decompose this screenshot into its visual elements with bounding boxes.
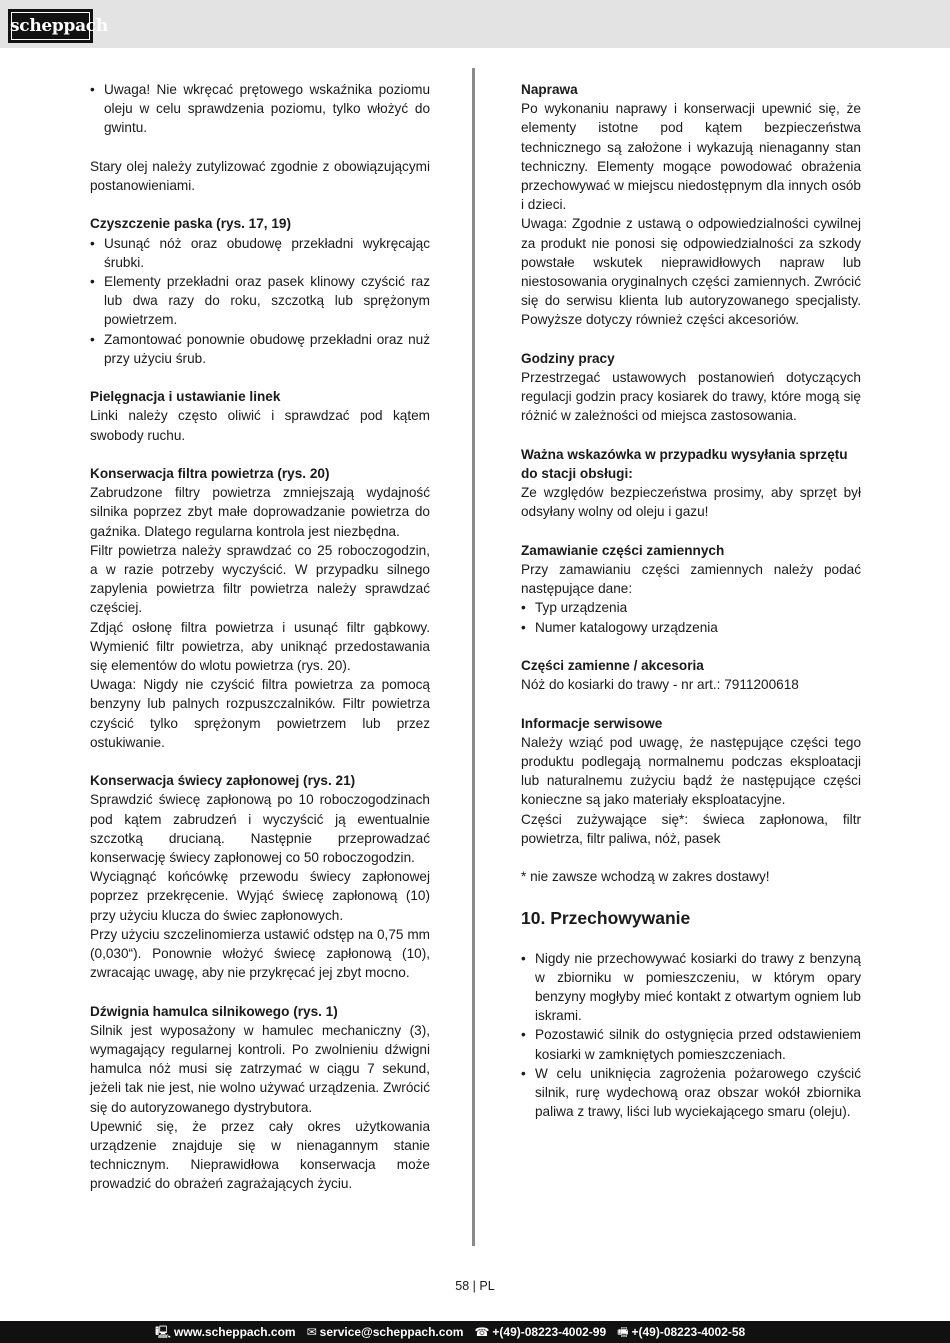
text-block xyxy=(521,445,861,522)
paragraph: Należy wziąć pod uwagę, że następujące części tego produktu podlegają normalnemu podczas eksploatacji lub naturalnemu zużyciu bądź że następujące części konieczne są jako materiały eksploatacyjne. xyxy=(521,734,861,808)
footer-contacts xyxy=(155,1321,756,1343)
right-column xyxy=(521,80,861,1121)
footer-text: +(49)-08223-4002-99 xyxy=(492,1325,607,1339)
paragraph: Wyciągnąć końcówkę przewodu świecy zapłonowej poprzez przekręcenie. Wyjąć świecę zapłonową (10) przy użyciu klucza do świec zapłonowych. xyxy=(90,869,430,923)
paragraph: Przestrzegać ustawowych postanowień dotyczących regulacji godzin pracy kosiarek do trawy, które mogą się różnić w zależności od miejsca zastosowania. xyxy=(521,370,861,424)
paragraph: Nóż do kosiarki do trawy - nr art.: 7911200618 xyxy=(521,677,799,693)
section-heading: Konserwacja filtra powietrza (rys. 20) xyxy=(90,466,330,481)
text-block xyxy=(521,541,861,637)
footer-text: service@scheppach.com xyxy=(319,1325,464,1339)
phone-icon: ☎ xyxy=(474,1325,490,1339)
paragraph: Filtr powietrza należy sprawdzać co 25 roboczogodzin, a w razie potrzeby wyczyścić. W przypadku silnego zapylenia powietrza filtr powietrza należy sprawdzać częściej. xyxy=(90,542,430,616)
bullet-item: • Zamontować ponownie obudowę przekładni oraz nuż przy użyciu śrub. xyxy=(90,330,430,368)
paragraph: Uwaga: Zgodnie z ustawą o odpowiedzialności cywilnej za produkt nie ponosi się odpowiedzialności za szkody powstałe wskutek nieprawidłowych napraw lub niestosowania oryginalnych części zamiennych. Zwrócić się do serwisu klienta lub autoryzowanego specjalisty. Powyższe dotyczy również części akcesoriów. xyxy=(521,216,861,328)
paragraph: Części zużywające się*: świeca zapłonowa, filtr powietrza, filtr paliwa, nóż, pasek xyxy=(521,811,861,846)
page-header xyxy=(0,0,950,48)
text-block xyxy=(90,80,430,138)
paragraph: Zabrudzone filtry powietrza zmniejszają wydajność silnika poprzez zbyt małe doprowadzanie powietrza do gaźnika. Dlatego regularna kontrola jest niezbędna. xyxy=(90,485,430,539)
paragraph: Przy użyciu szczelinomierza ustawić odstęp na 0,75 mm (0,030“). Ponownie włożyć świecę zapłonową (10), zwracając uwagę, aby nie przykręcać jej zbyt mocno. xyxy=(90,926,430,981)
text-block xyxy=(521,80,861,330)
bullet-item: • Usunąć nóż oraz obudowę przekładni wykręcając śrubki. xyxy=(90,234,430,272)
text-block xyxy=(521,714,861,848)
bullet-item: • Typ urządzenia xyxy=(521,598,861,617)
section-heading: Pielęgnacja i ustawianie linek xyxy=(90,389,281,405)
computer-icon: 🖳 xyxy=(155,1325,172,1339)
text-block xyxy=(90,214,430,368)
footer-text: www.scheppach.com xyxy=(174,1325,296,1339)
fax-icon: 🖷 xyxy=(617,1325,629,1339)
text-block xyxy=(521,656,861,694)
section-heading: Godziny pracy xyxy=(521,350,615,366)
section-heading: Części zamienne / akcesoria xyxy=(521,658,704,674)
section-heading: Zamawianie części zamiennych xyxy=(521,542,725,558)
text-block xyxy=(90,157,430,195)
paragraph: Silnik jest wyposażony w hamulec mechaniczny (3), wymagający regularnej kontroli. Po zwolnieniu dźwigni hamulca nóż musi się zatrzymać w ciągu 7 sekund, jeżeli tak nie jest, nie wolno używać urządzenia. Zwrócić się do autoryzowanego dystrybutora. xyxy=(90,1022,430,1115)
bullet-list xyxy=(521,598,861,636)
bullet-list xyxy=(521,949,861,1122)
footer-contact xyxy=(474,1321,606,1343)
bullet-list xyxy=(90,80,430,138)
footer-text: +(49)-08223-4002-58 xyxy=(631,1325,746,1339)
text-block xyxy=(90,771,430,982)
bullet-item: • Nigdy nie przechowywać kosiarki do trawy z benzyną w zbiorniku w pomieszczeniu, w którym opary benzyny mogłyby mieć kontakt z otwartym ogniem lub iskrami. xyxy=(521,949,861,1026)
paragraph: Sprawdzić świecę zapłonową po 10 roboczogodzinach pod kątem zabrudzeń i wyczyścić ją ewentualnie szczotką drucianą. Następnie przeprowadzać konserwację świecy zapłonowej co 50 roboczogodzin. xyxy=(90,792,430,866)
paragraph: Ze względów bezpieczeństwa prosimy, aby sprzęt był odsyłany wolny od oleju i gazu! xyxy=(521,485,861,520)
paragraph: * nie zawsze wchodzą w zakres dostawy! xyxy=(521,869,770,885)
bullet-item: • Elementy przekładni oraz pasek klinowy czyścić raz lub dwa razy do roku, szczotką lub sprężonym powietrzem. xyxy=(90,272,430,330)
footer-contact xyxy=(155,1321,296,1343)
text-block xyxy=(521,867,861,886)
mail-icon: ✉ xyxy=(306,1325,317,1339)
paragraph: Upewnić się, że przez cały okres użytkowania urządzenie znajduje się w nienagannym stanie technicznym. Nieprawidłowa konserwacja może prowadzić do obrażeń zagrażających życiu. xyxy=(90,1118,430,1192)
section-heading: Dźwignia hamulca silnikowego (rys. 1) xyxy=(90,1003,338,1019)
paragraph: Stary olej należy zutylizować zgodnie z obowiązującymi postanowieniami. xyxy=(90,158,430,193)
bullet-item: • Numer katalogowy urządzenia xyxy=(521,618,861,637)
chapter-title: 10. Przechowywanie xyxy=(521,907,691,928)
paragraph: Linki należy często oliwić i sprawdzać pod kątem swobody ruchu. xyxy=(90,408,430,443)
scheppach-logo: scheppach xyxy=(8,9,93,43)
section-heading: Naprawa xyxy=(521,82,578,97)
section-heading: Konserwacja świecy zapłonowej (rys. 21) xyxy=(90,773,356,789)
paragraph: Po wykonaniu naprawy i konserwacji upewnić się, że elementy istotne pod kątem bezpieczeństwa technicznego są założone i wykazują nienaganny stan techniczny. Elementy mogące powodować obrażenia przechowywać w miejscu niedostępnym dla innych osób i dzieci. xyxy=(521,101,861,213)
bullet-list xyxy=(90,234,430,368)
paragraph: Uwaga: Nigdy nie czyścić filtra powietrza za pomocą benzyny lub palnych rozpuszczalników. Filtr powietrza czyścić tylko sprężonym powietrzem lub przez ostukiwanie. xyxy=(90,677,430,750)
paragraph: Przy zamawianiu części zamiennych należy podać następujące dane: xyxy=(521,562,861,597)
footer-contact xyxy=(617,1321,745,1343)
bullet-item: • Uwaga! Nie wkręcać prętowego wskaźnika poziomu oleju w celu sprawdzenia poziomu, tylko włożyć do gwintu. xyxy=(90,80,430,138)
bullet-item: • Pozostawić silnik do ostygnięcia przed odstawieniem kosiarki w zamkniętych pomieszczeniach. xyxy=(521,1025,861,1063)
footer-contact xyxy=(307,1321,464,1343)
section-heading: Informacje serwisowe xyxy=(521,715,663,731)
text-block xyxy=(90,387,430,445)
text-block xyxy=(90,464,430,752)
text-block xyxy=(521,349,861,426)
section-heading: Ważna wskazówka w przypadku wysyłania sprzętu do stacji obsługi: xyxy=(521,446,848,482)
left-column xyxy=(90,80,430,1213)
section-heading: Czyszczenie paska (rys. 17, 19) xyxy=(90,216,291,232)
column-divider xyxy=(472,68,475,1246)
text-block xyxy=(90,1002,430,1194)
page-footer xyxy=(0,1321,950,1343)
paragraph: Zdjąć osłonę filtra powietrza i usunąć filtr gąbkowy. Wymienić filtr powietrza, aby uniknąć przedostawania się elementów do wlotu powietrza (rys. 20). xyxy=(90,619,430,674)
bullet-item: • W celu uniknięcia zagrożenia pożarowego czyścić silnik, rurę wydechową oraz obszar wokół zbiornika paliwa z trawy, liści lub wyciekającego smaru (oleju). xyxy=(521,1064,861,1122)
page-number: 58 | PL xyxy=(455,1279,495,1293)
